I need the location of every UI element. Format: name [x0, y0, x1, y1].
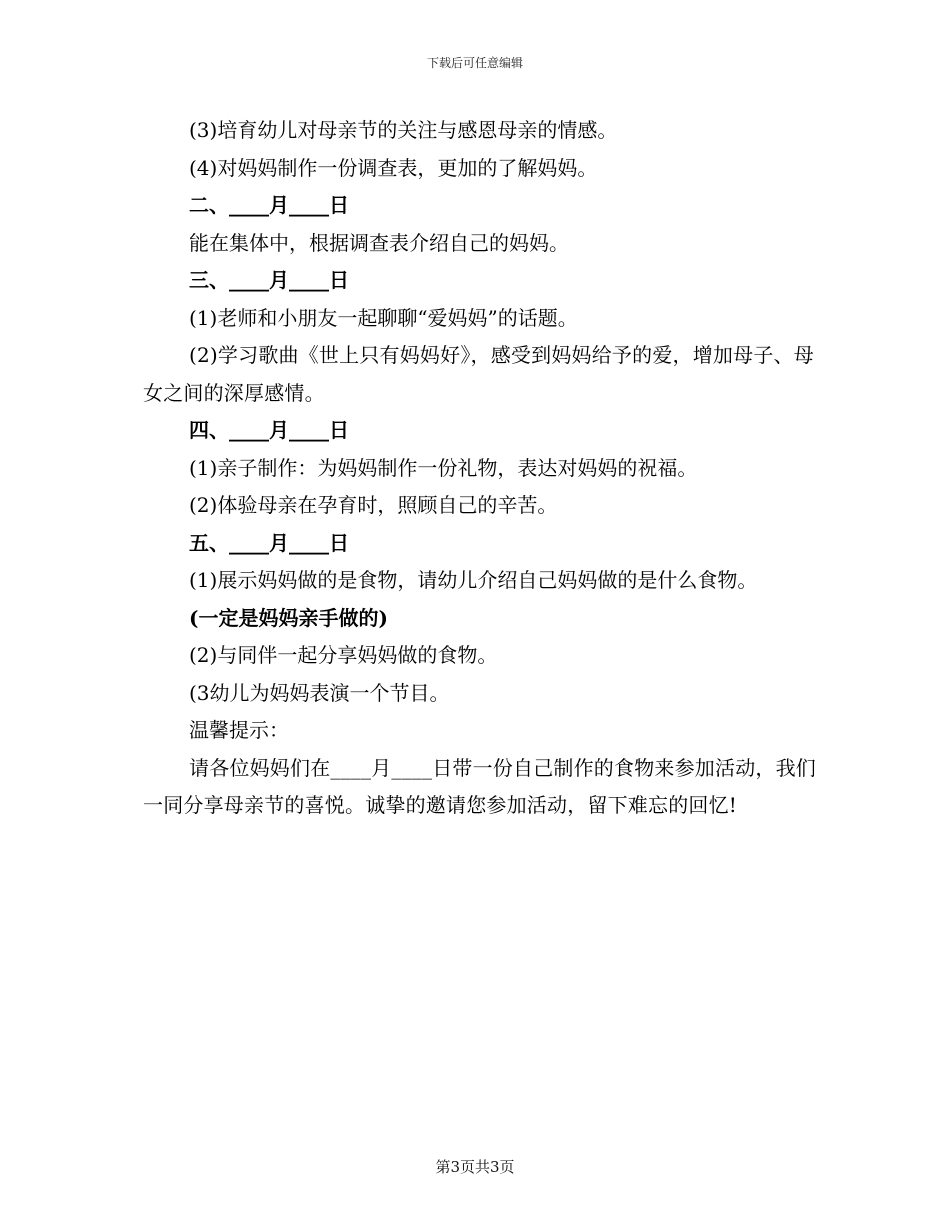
section-heading-2: 二、____月____日	[189, 193, 349, 217]
tips-heading: 温馨提示：	[189, 718, 289, 742]
section-5-item-1: (1)展示妈妈做的是食物，请幼儿介绍自己妈妈做的是什么食物。	[189, 568, 758, 592]
page-indicator: 第3页共3页	[435, 1158, 515, 1176]
section-3-item-2: (2)学习歌曲《世上只有妈妈好》，感受到妈妈给予的爱，增加母子、母女之间的深厚感情。	[143, 343, 814, 405]
section-2-text: 能在集体中，根据调查表介绍自己的妈妈。	[189, 230, 569, 255]
tips-text: 请各位妈妈们在____月____日带一份自己制作的食物来参加活动，我们一同分享母亲节的喜悦。诚挚的邀请您参加活动，留下难忘的回忆!	[143, 755, 816, 817]
section-heading-3: 三、____月____日	[189, 268, 349, 292]
section-3-item-1: (1)老师和小朋友一起聊聊“爱妈妈”的话题。	[189, 305, 578, 330]
goal-item-4: (4)对妈妈制作一份调查表，更加的了解妈妈。	[189, 155, 598, 180]
section-5-item-3: (3幼儿为妈妈表演一个节目。	[189, 680, 450, 705]
section-4-item-1: (1)亲子制作：为妈妈制作一份礼物，表达对妈妈的祝福。	[189, 455, 698, 480]
goal-item-3: (3)培育幼儿对母亲节的关注与感恩母亲的情感。	[189, 118, 618, 142]
section-5-note: (一定是妈妈亲手做的)	[189, 605, 388, 630]
section-5-item-2: (2)与同伴一起分享妈妈做的食物。	[189, 643, 498, 667]
section-heading-5: 五、____月____日	[189, 530, 349, 555]
section-heading-4: 四、____月____日	[189, 418, 349, 442]
section-4-item-2: (2)体验母亲在孕育时，照顾自己的辛苦。	[189, 493, 558, 517]
document-body	[143, 112, 823, 825]
header-note: 下载后可任意编辑	[426, 56, 523, 70]
